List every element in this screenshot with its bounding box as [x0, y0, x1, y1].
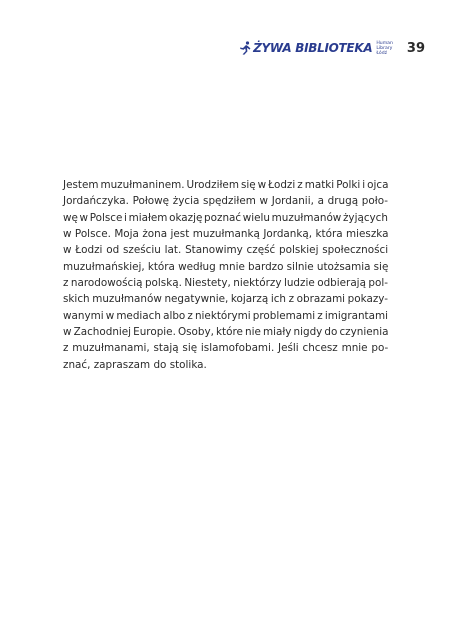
text-line: w Łodzi od sześciu lat. Stanowimy część polskiej społeczności	[63, 244, 389, 257]
page-header	[239, 36, 425, 60]
text-line: z narodowością polską. Niestety, niektórzy ludzie odbierają pol-	[63, 277, 388, 290]
text-line: w Zachodniej Europie. Osoby, które nie miały nigdy do czynienia	[63, 326, 389, 339]
text-line: znać, zapraszam do stolika.	[63, 358, 207, 371]
text-line: muzułmańskiej, która według mnie bardzo silnie utożsamia się	[63, 260, 389, 273]
page-number: 39	[406, 40, 425, 56]
logo-tagline	[376, 41, 393, 56]
text-line: w Polsce. Moja żona jest muzułmanką Jordanką, która mieszka	[63, 228, 389, 241]
logo-tagline-line: Library	[376, 45, 393, 51]
text-line: wę w Polsce i miałem okazję poznać wielu muzułmanów żyjących	[63, 211, 388, 224]
text-line: wanymi w mediach albo z niektórymi problemami z imigrantami	[63, 309, 388, 322]
zywa-biblioteka-logo	[239, 41, 393, 56]
text-line: skich muzułmanów negatywnie, kojarzą ich z obrazami pokazy-	[63, 293, 388, 306]
text-line: Jordańczyka. Połowę życia spędziłem w Jordanii, a drugą poło-	[63, 195, 388, 208]
running-figure-icon	[239, 41, 251, 55]
story-paragraph	[63, 177, 388, 373]
logo-tagline-line: Łódź	[376, 50, 388, 56]
text-line: Jestem muzułmaninem. Urodziłem się w Łodzi z matki Polki i ojca	[63, 179, 389, 191]
text-line: z muzułmanami, stają się islamofobami. Jeśli chcesz mnie po-	[63, 342, 389, 355]
logo-tagline-line: Human	[376, 40, 393, 46]
logo-wordmark: ŻYWA BIBLIOTEKA	[253, 41, 373, 55]
